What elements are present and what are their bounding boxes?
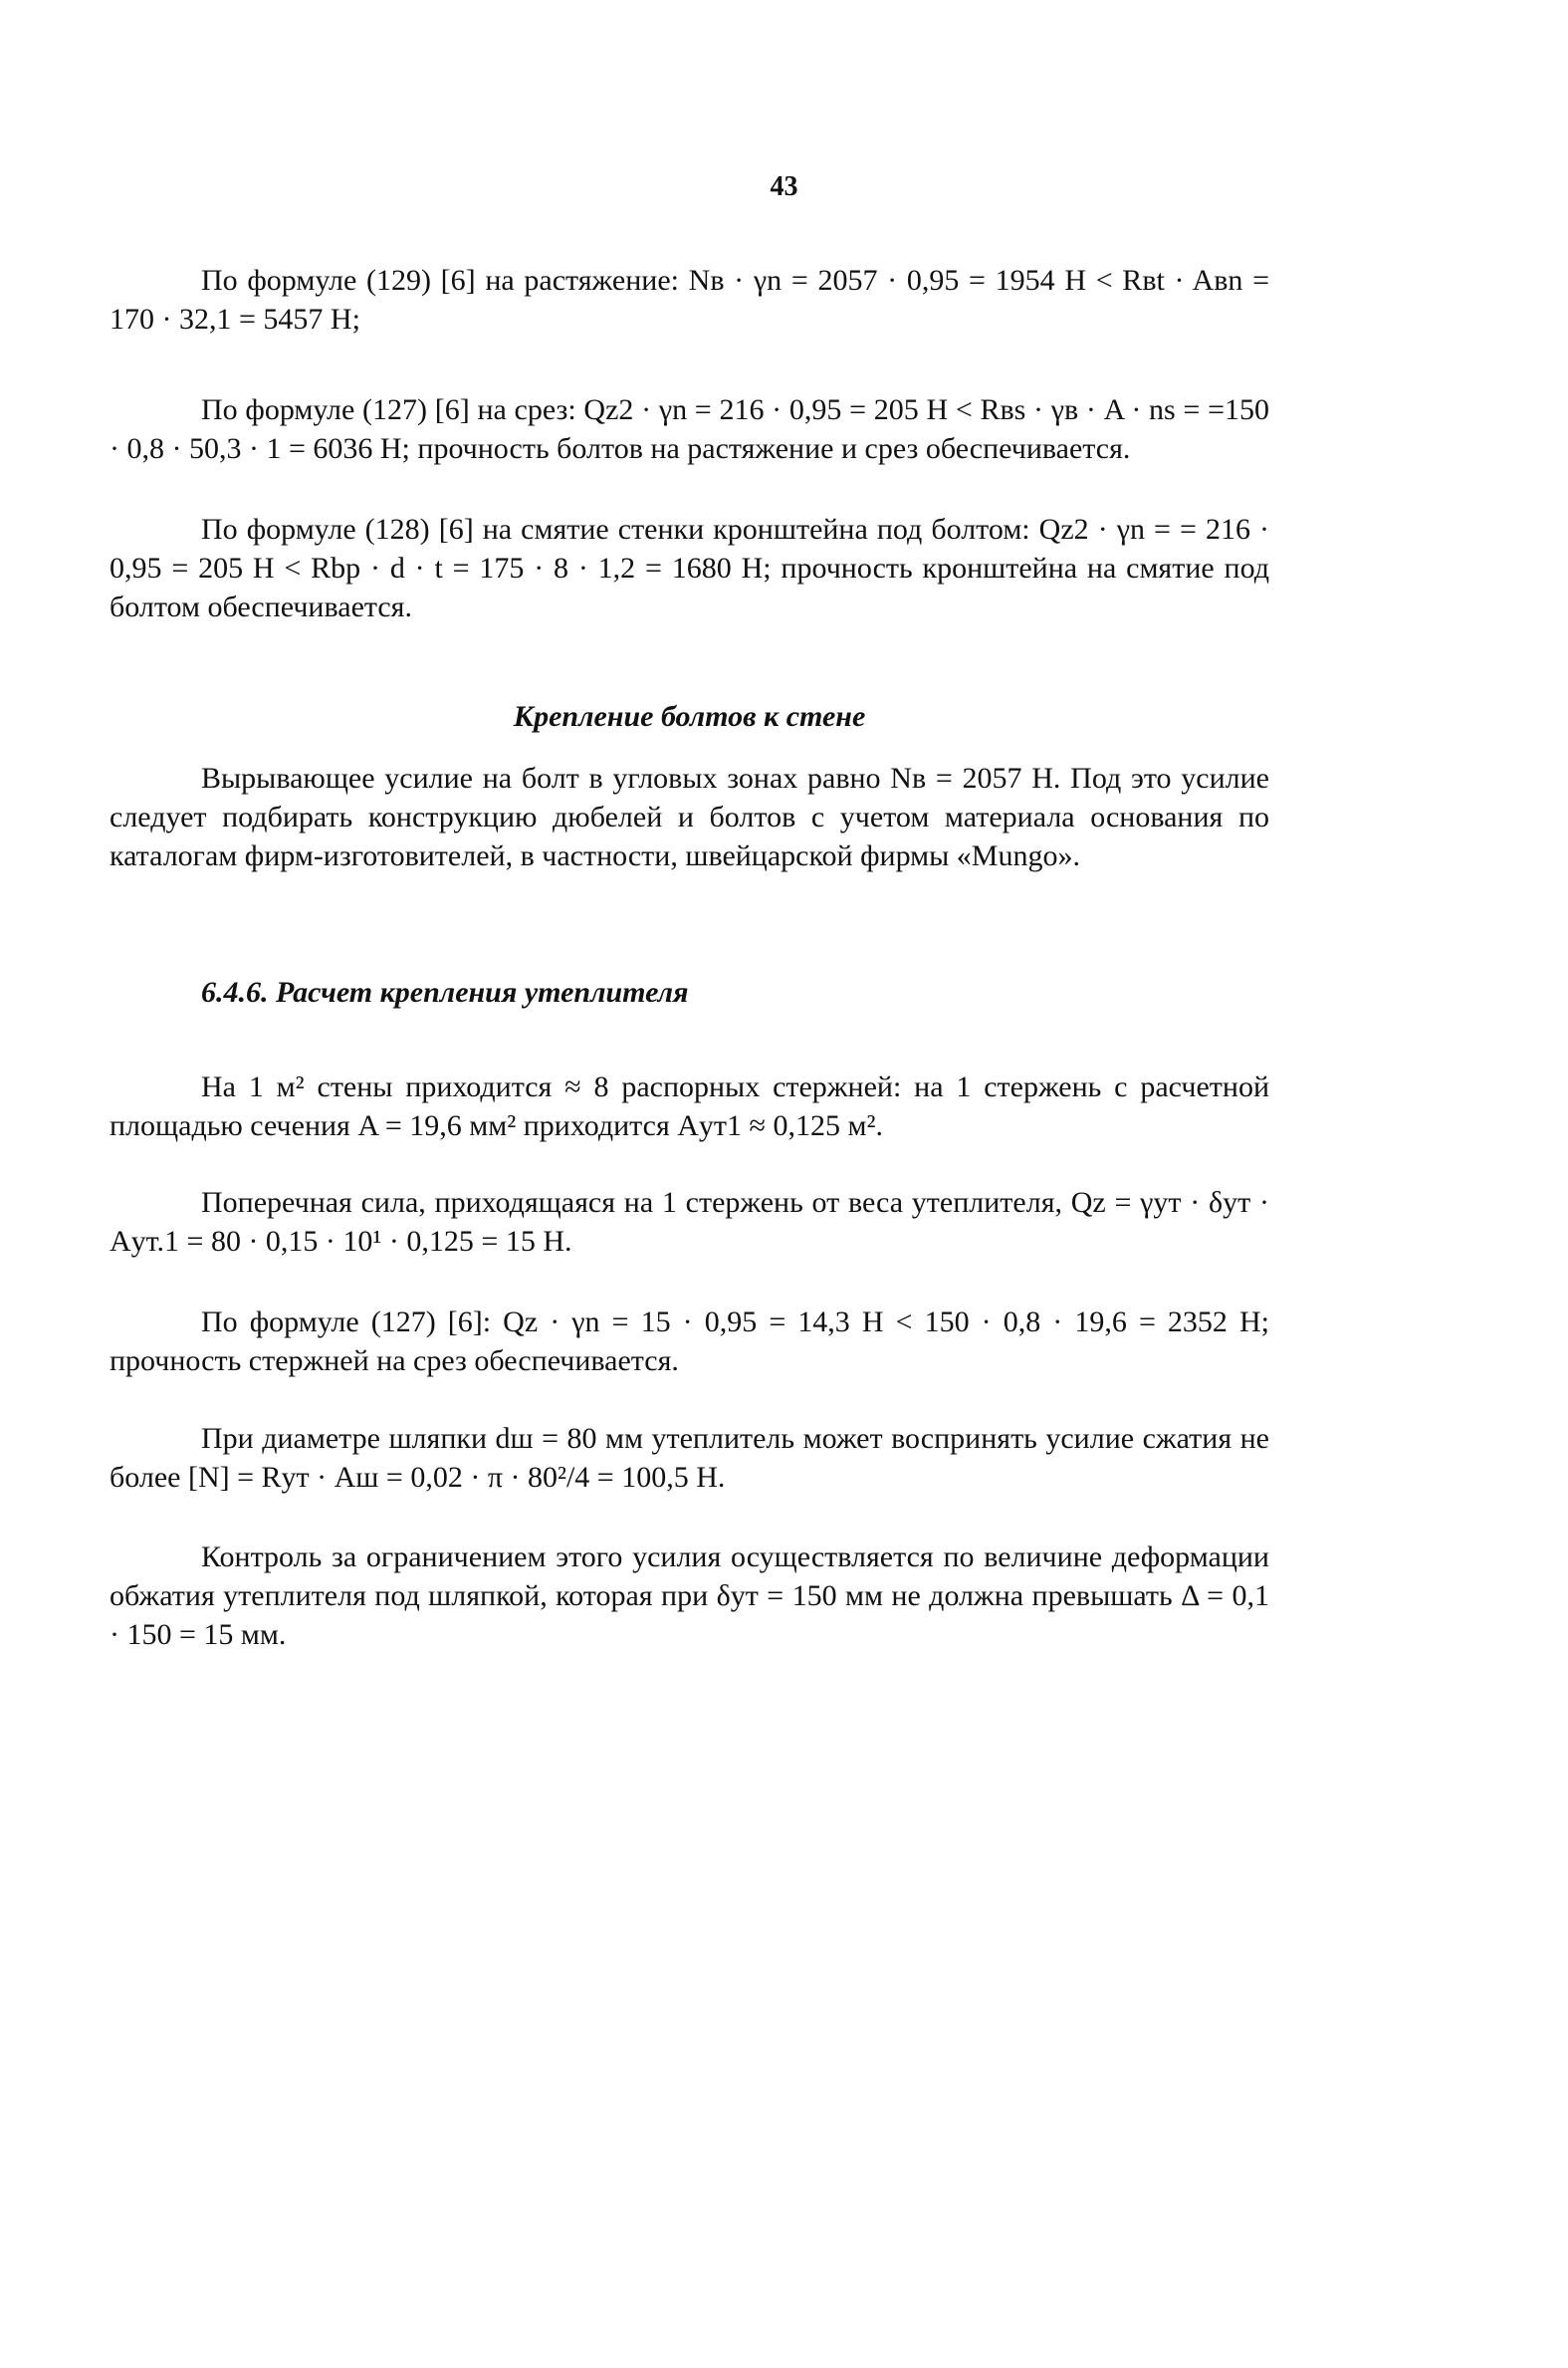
paragraph-shear-check: По формуле (127) [6] на срез: Qz2 · γn = 216 · 0,95 = 205 Н < Rвs · γв · A · ns = =150 · 0,8 · 50,3 · 1 = 6036 Н; прочность болтов на растяжение и срез обеспечивается.: [110, 393, 1269, 465]
paragraph-bearing-check: По формуле (128) [6] на смятие стенки кронштейна под болтом: Qz2 · γn = = 216 · 0,95 = 205 Н < Rbp · d · t = 175 · 8 · 1,2 = 1680 Н; прочность кронштейна на смятие под болтом обеспечивается.: [110, 513, 1269, 623]
paragraph-tension-check: По формуле (129) [6] на растяжение: Nв · γn = 2057 · 0,95 = 1954 Н < Rвt · Aвn = 170 · 32,1 = 5457 Н;: [110, 264, 1269, 336]
paragraph-pullout-force: Вырывающее усилие на болт в угловых зонах равно Nв = 2057 Н. Под это усилие следует подбирать конструкцию дюбелей и болтов с учетом материала основания по каталогам фирм-изготовителей, в частности, швейцарской фирмы «Mungo».: [110, 762, 1269, 872]
subsection-title-insulation: 6.4.6. Расчет крепления утеплителя: [201, 976, 689, 1009]
paragraph-transverse-force: Поперечная сила, приходящаяся на 1 стержень от веса утеплителя, Qz = γут · δут · Aут.1 = 80 · 0,15 · 10¹ · 0,125 = 15 Н.: [110, 1186, 1269, 1258]
paragraph-deformation-control: Контроль за ограничением этого усилия осуществляется по величине деформации обжатия утеплителя под шляпкой, которая при δут = 150 мм не должна превышать Δ = 0,1 · 150 = 15 мм.: [110, 1540, 1269, 1651]
section-title-bolt-fastening: Крепление болтов к стене: [513, 700, 866, 733]
paragraph-rod-shear-check: По формуле (127) [6]: Qz · γn = 15 · 0,95 = 14,3 Н < 150 · 0,8 · 19,6 = 2352 Н; прочность стержней на срез обеспечивается.: [110, 1305, 1269, 1377]
paragraph-rods-per-area: На 1 м² стены приходится ≈ 8 распорных стержней: на 1 стержень с расчетной площадью сечения A = 19,6 мм² приходится Aут1 ≈ 0,125 м².: [110, 1070, 1269, 1142]
paragraph-cap-compression: При диаметре шляпки dш = 80 мм утеплитель может воспринять усилие сжатия не более [N] = Rут · Aш = 0,02 · π · 80²/4 = 100,5 Н.: [110, 1422, 1269, 1494]
page-number: 43: [770, 171, 798, 202]
